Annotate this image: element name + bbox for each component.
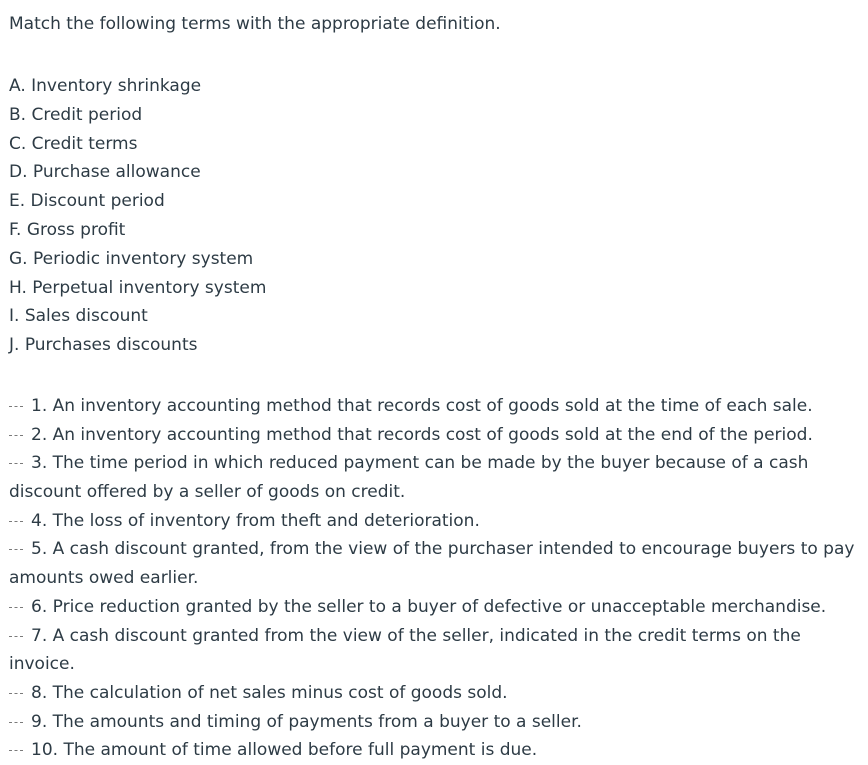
- answer-blank[interactable]: [9, 606, 23, 608]
- definition-text: 6. Price reduction granted by the seller to a buyer of defective or unacceptable merchandise.: [31, 596, 827, 617]
- answer-blank[interactable]: [9, 721, 23, 723]
- term-item: I. Sales discount: [9, 306, 148, 327]
- definition-item: [9, 736, 868, 765]
- term-item: C. Credit terms: [9, 133, 138, 154]
- term-item: J. Purchases discounts: [9, 335, 198, 356]
- answer-blank[interactable]: [9, 635, 23, 637]
- definition-text: 2. An inventory accounting method that records cost of goods sold at the end of the period.: [31, 424, 813, 445]
- answer-blank[interactable]: [9, 520, 23, 522]
- term-item: E. Discount period: [9, 191, 165, 212]
- definition-text: 8. The calculation of net sales minus cost of goods sold.: [31, 683, 508, 703]
- definition-item: [9, 679, 868, 708]
- definition-text: 5. A cash discount granted, from the view of the purchaser intended to encourage buyers to pay amounts owed earlier.: [9, 539, 855, 589]
- answer-blank[interactable]: [9, 749, 23, 751]
- question-instruction: Match the following terms with the appropriate definition.: [9, 14, 501, 34]
- term-item: D. Purchase allowance: [9, 162, 201, 183]
- definition-item: [9, 449, 868, 506]
- answer-blank[interactable]: [9, 692, 23, 694]
- term-item: F. Gross profit: [9, 219, 126, 240]
- definitions-list: [9, 392, 868, 765]
- definition-text: 10. The amount of time allowed before full payment is due.: [31, 740, 538, 761]
- term-item: H. Perpetual inventory system: [9, 277, 267, 298]
- definition-item: [9, 622, 868, 679]
- definition-item: [9, 507, 868, 536]
- definition-item: [9, 392, 868, 421]
- definition-item: [9, 593, 868, 622]
- definition-item: [9, 708, 868, 737]
- answer-blank[interactable]: [9, 434, 23, 436]
- answer-blank[interactable]: [9, 405, 23, 407]
- definition-text: 4. The loss of inventory from theft and deterioration.: [31, 510, 480, 531]
- answer-blank[interactable]: [9, 548, 23, 550]
- definition-text: 1. An inventory accounting method that records cost of goods sold at the time of each sale.: [31, 395, 813, 416]
- answer-blank[interactable]: [9, 462, 23, 464]
- definition-text: 9. The amounts and timing of payments from a buyer to a seller.: [31, 711, 582, 732]
- definition-item: [9, 535, 868, 592]
- term-item: G. Periodic inventory system: [9, 248, 254, 269]
- term-item: A. Inventory shrinkage: [9, 76, 202, 96]
- definition-text: 7. A cash discount granted from the view of the seller, indicated in the credit terms on the invoice.: [9, 625, 801, 675]
- definition-text: 3. The time period in which reduced payment can be made by the buyer because of a cash discount offered by a seller of goods on credit.: [9, 453, 809, 503]
- terms-list: [9, 72, 868, 360]
- definition-item: [9, 421, 868, 450]
- term-item: B. Credit period: [9, 104, 143, 125]
